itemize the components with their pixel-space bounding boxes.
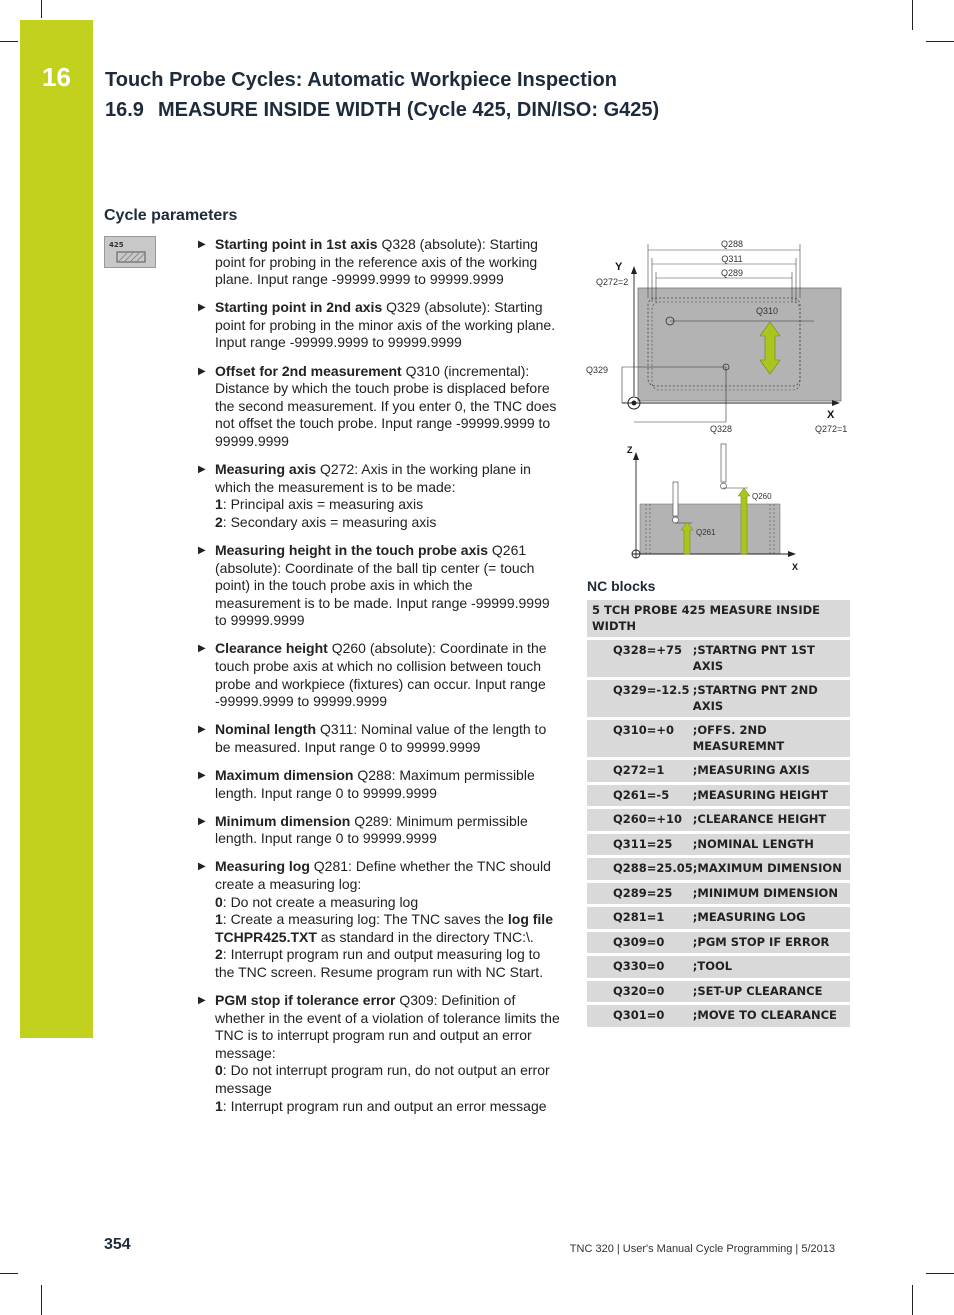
list-item xyxy=(198,461,560,531)
label-q272-1: Q272=1 xyxy=(815,424,848,434)
label-q260: Q260 xyxy=(752,492,772,501)
bullet-arrow-icon: ▶ xyxy=(198,239,206,250)
label-q261: Q261 xyxy=(696,528,716,537)
parameter-description: Q328 (absolute): Starting point for probing in the reference axis of the working plane. Input range -99999.9999 to 99999.9999 xyxy=(215,236,538,288)
option-bold-text: log file TCHPR425.TXT xyxy=(215,911,553,945)
nc-param-cell: Q310=+0 xyxy=(587,719,693,759)
option-text: : Do not create a measuring log xyxy=(222,893,419,910)
label-y-axis: Y xyxy=(615,261,623,273)
parameter-description: Q272: Axis in the working plane in which the measurement is to be made: xyxy=(215,461,531,495)
nc-blocks-title: NC blocks xyxy=(587,578,656,594)
list-item xyxy=(198,813,560,848)
nc-comment-cell: ;TOOL xyxy=(693,955,850,980)
label-q288: Q288 xyxy=(720,239,744,249)
bullet-arrow-icon: ▶ xyxy=(198,994,206,1006)
section-title xyxy=(105,99,659,122)
option-text: : Principal axis = measuring axis xyxy=(222,496,424,513)
nc-comment-cell: ;CLEARANCE HEIGHT xyxy=(693,808,850,833)
nc-comment-cell: ;NOMINAL LENGTH xyxy=(693,832,850,857)
list-item xyxy=(198,299,560,352)
parameter-name: Clearance height xyxy=(215,640,328,657)
cycle-425-icon xyxy=(104,236,156,268)
crop-mark xyxy=(41,0,42,18)
label-x-axis-side: X xyxy=(792,562,799,572)
cycle-diagram xyxy=(586,236,856,581)
parameter-name: Offset for 2nd measurement xyxy=(215,362,402,379)
option-text-tail: as standard in the directory TNC:\. xyxy=(316,928,534,945)
parameter-list xyxy=(198,236,560,1126)
parameter-description: Q260 (absolute): Coordinate in the touch probe axis at which no collision between touch probe and workpiece (fixtures) can occur. Input range -99999.9999 to 99999.9999 xyxy=(215,640,547,710)
option-key: 2 xyxy=(215,513,223,530)
crop-mark xyxy=(926,1273,954,1274)
table-row xyxy=(587,719,850,759)
parameter-description: Q289: Minimum permissible length. Input range 0 to 99999.9999 xyxy=(215,812,528,847)
crop-mark xyxy=(912,1285,913,1315)
nc-param-cell: Q311=25 xyxy=(587,832,693,857)
footer-text: TNC 320 | User's Manual Cycle Programming | 5/2013 xyxy=(569,1243,835,1255)
bullet-arrow-icon: ▶ xyxy=(198,464,206,476)
list-item xyxy=(198,721,560,756)
bullet-arrow-icon: ▶ xyxy=(198,815,206,827)
table-row xyxy=(587,759,850,784)
list-item xyxy=(198,542,560,630)
nc-comment-cell: ;MEASURING AXIS xyxy=(693,759,850,784)
table-row xyxy=(587,679,850,719)
parameter-name: Measuring axis xyxy=(215,461,317,478)
nc-comment-cell: ;SET-UP CLEARANCE xyxy=(693,979,850,1004)
parameter-name: Measuring height in the touch probe axis xyxy=(215,541,489,558)
nc-comment-cell: ;MEASURING LOG xyxy=(693,906,850,931)
parameter-name: Starting point in 1st axis xyxy=(215,236,378,252)
parameter-name: Minimum dimension xyxy=(215,812,351,829)
table-row xyxy=(587,979,850,1004)
nc-param-cell: Q289=25 xyxy=(587,881,693,906)
crop-mark xyxy=(0,1273,18,1274)
nc-param-cell: Q309=0 xyxy=(587,930,693,955)
option-text: : Interrupt program run and output an error message xyxy=(222,1097,547,1114)
list-item xyxy=(198,236,560,289)
parameter-description: Q310 (incremental): Distance by which the touch probe is displaced before the second measurement. If you enter 0, the TNC does not offset the touch probe. Input range -99999.9999 to 99999.9999 xyxy=(215,362,557,449)
table-row xyxy=(587,857,850,882)
list-item xyxy=(198,767,560,802)
nc-comment-cell: ;MEASURING HEIGHT xyxy=(693,783,850,808)
parameter-description: Q329 (absolute): Starting point for probing in the minor axis of the working plane. Input range -99999.9999 to 99999.9999 xyxy=(215,299,556,351)
table-row xyxy=(587,832,850,857)
table-row xyxy=(587,783,850,808)
table-row xyxy=(587,600,850,639)
parameter-name: Starting point in 2nd axis xyxy=(215,299,383,316)
table-row xyxy=(587,930,850,955)
nc-param-cell: Q260=+10 xyxy=(587,808,693,833)
parameter-description: Q288: Maximum permissible length. Input range 0 to 99999.9999 xyxy=(215,766,535,801)
cycle-parameters-heading: Cycle parameters xyxy=(104,207,238,224)
crop-mark xyxy=(912,0,913,30)
bullet-arrow-icon: ▶ xyxy=(198,365,206,377)
option-key: 2 xyxy=(215,946,223,963)
bullet-arrow-icon: ▶ xyxy=(198,544,206,556)
nc-param-cell: Q281=1 xyxy=(587,906,693,931)
chapter-side-bar xyxy=(20,20,93,1038)
table-row xyxy=(587,955,850,980)
option-text: : Interrupt program run and output measuring log to the TNC screen. Resume program run with NC Start. xyxy=(215,946,544,980)
nc-param-cell: Q301=0 xyxy=(587,1004,693,1029)
chapter-title: Touch Probe Cycles: Automatic Workpiece Inspection xyxy=(105,69,617,91)
label-q329: Q329 xyxy=(586,365,609,375)
list-item xyxy=(198,858,560,981)
list-item xyxy=(198,363,560,451)
parameter-description: Q261 (absolute): Coordinate of the ball tip center (= touch point) in the touch probe axis in which the measurement is to be made. Input range -99999.9999 to 99999.9999 xyxy=(215,541,550,629)
option-key: 1 xyxy=(215,911,223,928)
nc-comment-cell: ;MAXIMUM DIMENSION xyxy=(693,857,850,882)
nc-param-cell: Q288=25.05 xyxy=(587,857,693,882)
parameter-description: Q309: Definition of whether in the event of a violation of tolerance limits the TNC is to interrupt program run and output an error message: xyxy=(215,991,560,1061)
nc-comment-cell: ;STARTNG PNT 1ST AXIS xyxy=(693,639,850,679)
nc-param-cell: Q272=1 xyxy=(587,759,693,784)
page-number: 354 xyxy=(104,1236,131,1253)
table-row xyxy=(587,881,850,906)
nc-header-cell: 5 TCH PROBE 425 MEASURE INSIDE WIDTH xyxy=(587,600,850,639)
bullet-arrow-icon: ▶ xyxy=(198,861,206,873)
crop-mark xyxy=(0,41,18,42)
nc-comment-cell: ;MINIMUM DIMENSION xyxy=(693,881,850,906)
table-row xyxy=(587,808,850,833)
section-name: MEASURE INSIDE WIDTH (Cycle 425, DIN/ISO: G425) xyxy=(157,99,660,121)
parameter-name: Measuring log xyxy=(215,858,310,875)
cycle-icon-label: 425 xyxy=(109,241,124,249)
nc-param-cell: Q261=-5 xyxy=(587,783,693,808)
nc-comment-cell: ;STARTNG PNT 2ND AXIS xyxy=(693,679,850,719)
label-x-axis: X xyxy=(827,409,835,421)
bullet-arrow-icon: ▶ xyxy=(198,724,206,736)
nc-comment-cell: ;OFFS. 2ND MEASUREMNT xyxy=(693,719,850,759)
bullet-arrow-icon: ▶ xyxy=(198,643,206,655)
parameter-name: Maximum dimension xyxy=(215,766,354,783)
chapter-number: 16 xyxy=(42,62,71,92)
parameter-name: PGM stop if tolerance error xyxy=(215,991,396,1008)
label-q311: Q311 xyxy=(721,254,743,264)
nc-comment-cell: ;PGM STOP IF ERROR xyxy=(693,930,850,955)
list-item xyxy=(198,992,560,1115)
crop-mark xyxy=(926,41,954,42)
nc-comment-cell: ;MOVE TO CLEARANCE xyxy=(693,1004,850,1029)
option-key: 1 xyxy=(215,496,223,513)
bullet-arrow-icon: ▶ xyxy=(198,769,206,781)
label-q289: Q289 xyxy=(720,268,744,278)
table-row xyxy=(587,906,850,931)
nc-blocks-table xyxy=(587,600,850,1030)
option-text: : Do not interrupt program run, do not output an error message xyxy=(215,1062,550,1096)
nc-param-cell: Q328=+75 xyxy=(587,639,693,679)
nc-param-cell: Q330=0 xyxy=(587,955,693,980)
nc-param-cell: Q329=-12.5 xyxy=(587,679,693,719)
option-key: 0 xyxy=(215,1062,223,1079)
label-q328: Q328 xyxy=(710,424,733,434)
option-text: : Secondary axis = measuring axis xyxy=(222,513,437,530)
table-row xyxy=(587,639,850,679)
bullet-arrow-icon: ▶ xyxy=(198,302,206,314)
crop-mark xyxy=(41,1285,42,1315)
nc-param-cell: Q320=0 xyxy=(587,979,693,1004)
option-key: 0 xyxy=(215,893,223,910)
label-q310: Q310 xyxy=(756,306,779,316)
parameter-name: Nominal length xyxy=(215,721,317,738)
section-number: 16.9 xyxy=(105,99,144,121)
parameter-description: Q281: Define whether the TNC should create a measuring log: xyxy=(215,858,551,892)
option-text: : Create a measuring log: The TNC saves the xyxy=(222,911,508,928)
table-row xyxy=(587,1004,850,1029)
option-key: 1 xyxy=(215,1097,223,1114)
label-q272-2: Q272=2 xyxy=(596,277,629,287)
parameter-description: Q311: Nominal value of the length to be measured. Input range 0 to 99999.9999 xyxy=(215,721,547,755)
list-item xyxy=(198,640,560,710)
label-z-axis: Z xyxy=(627,445,633,455)
